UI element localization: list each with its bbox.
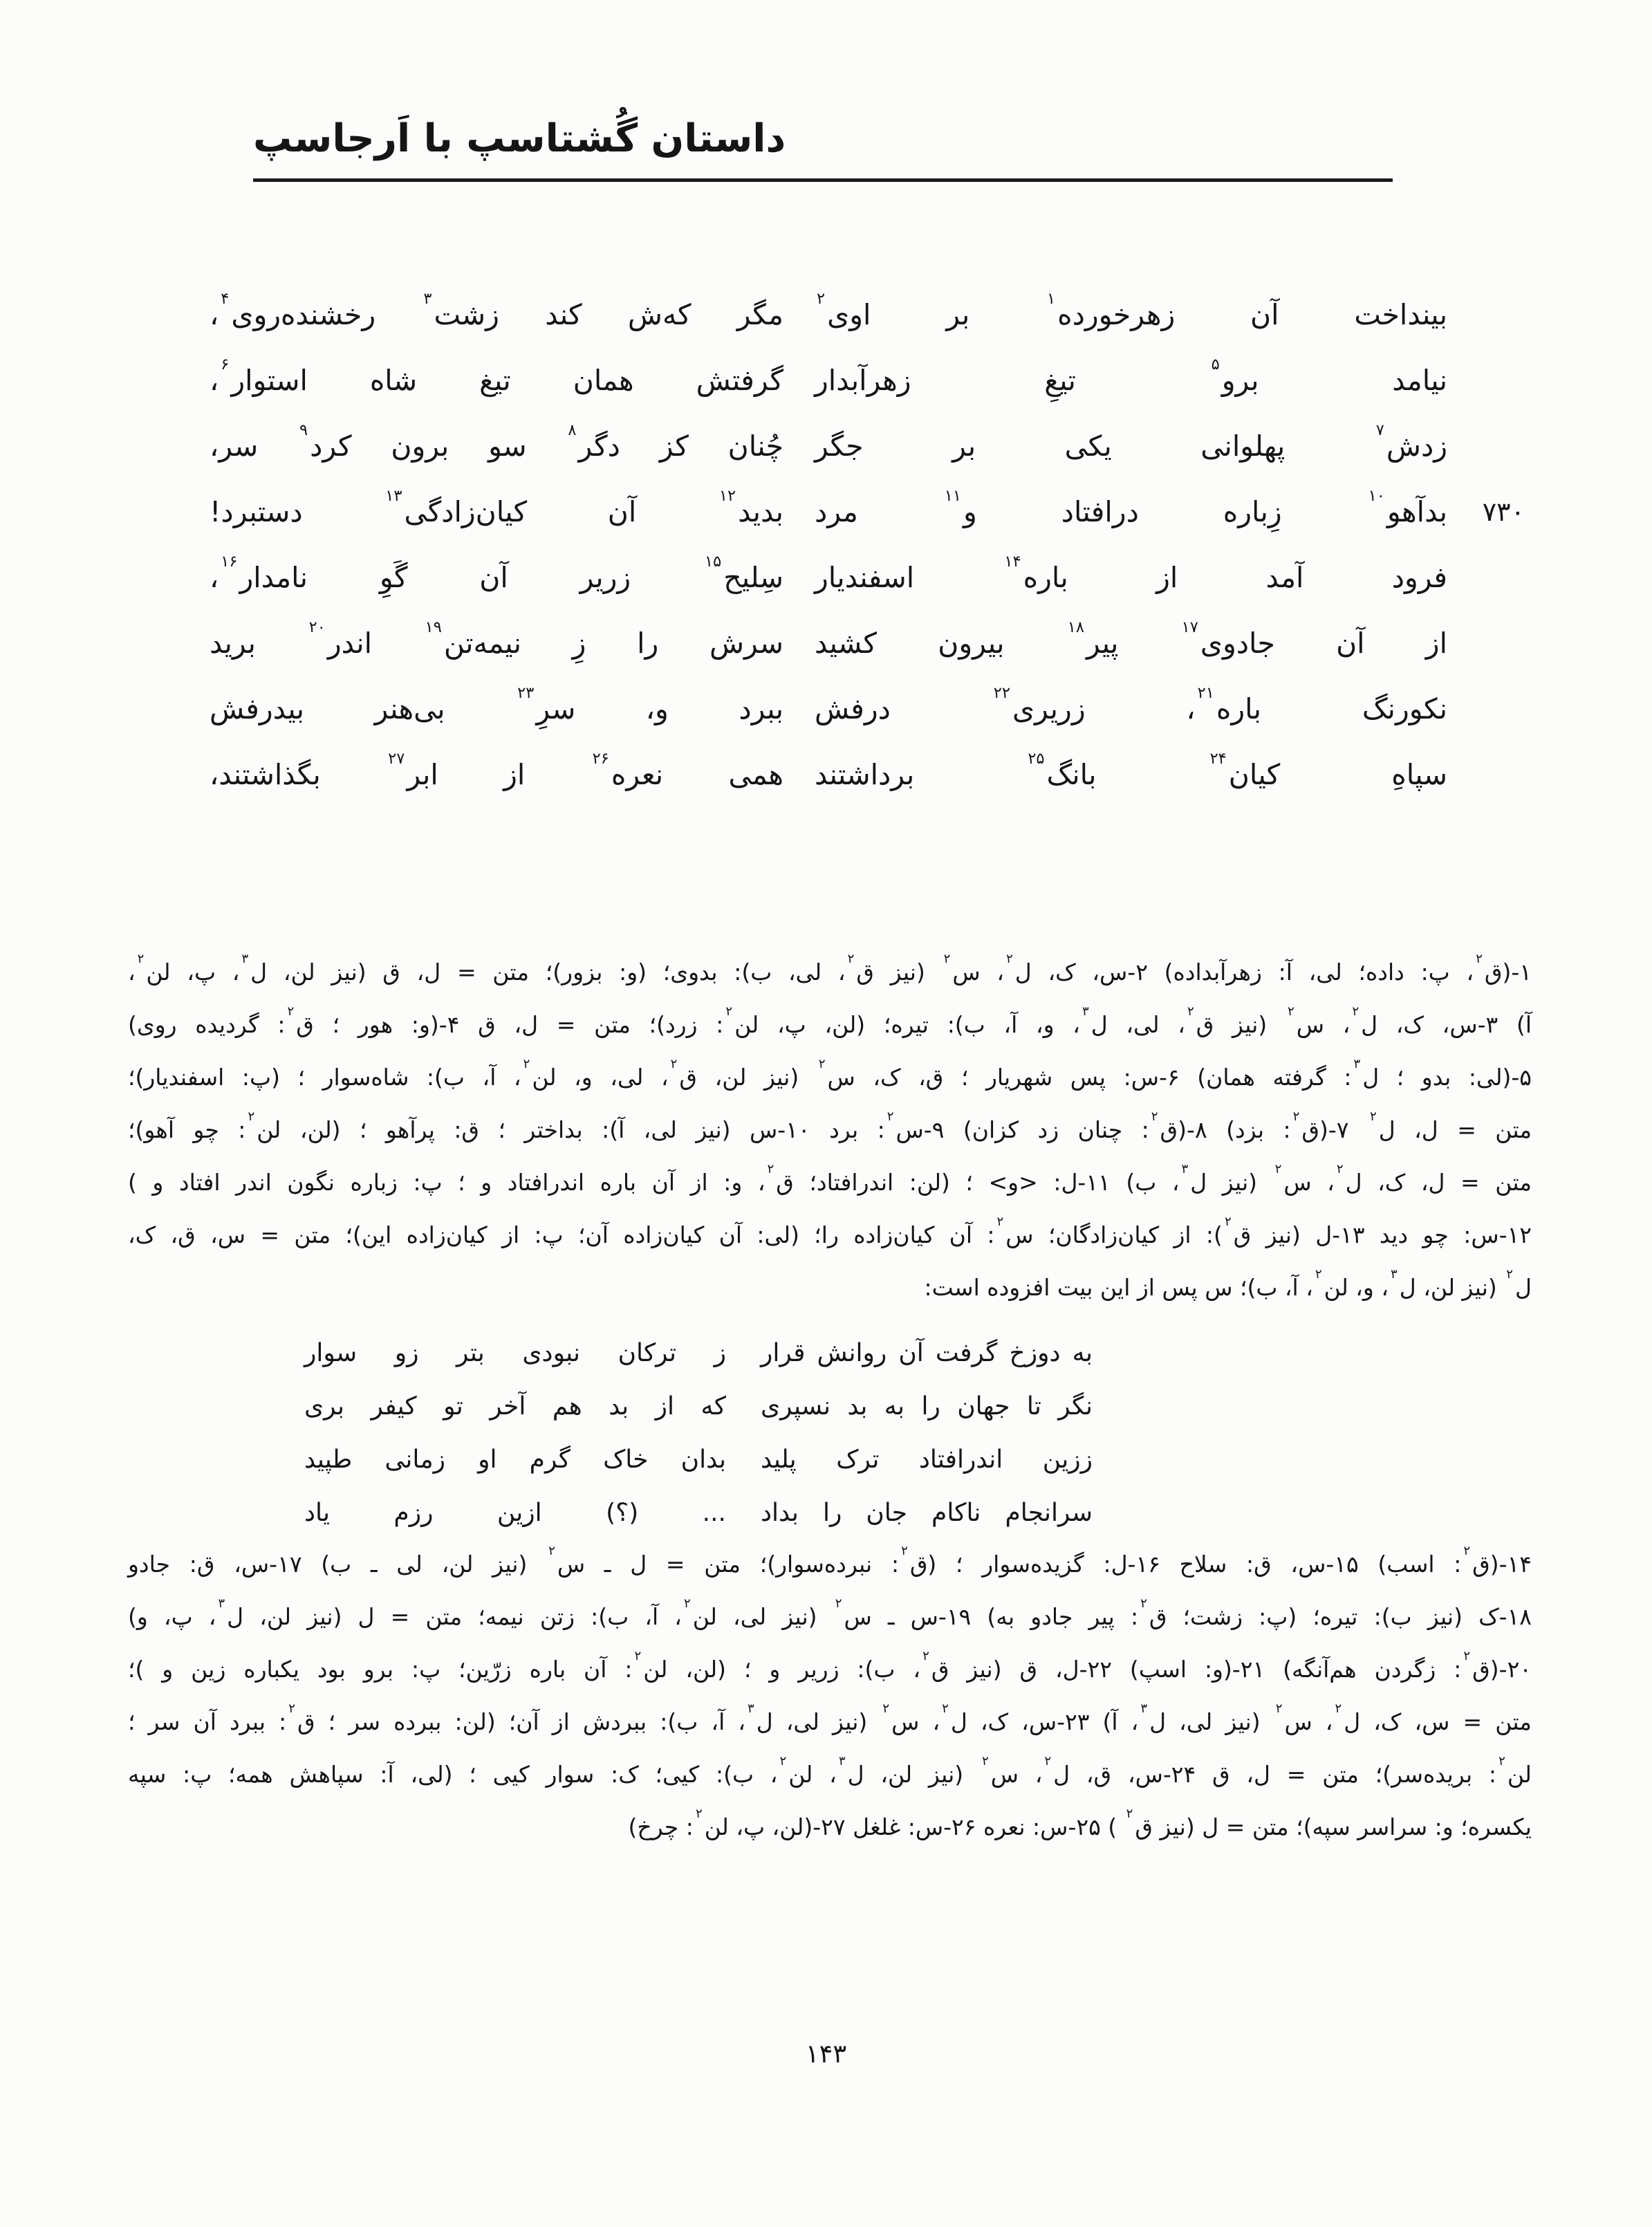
verse-number-slot bbox=[1447, 414, 1525, 479]
apparatus-line: ۱-(ق$^۲$، پ: داده؛ لی، آ: زهرآبداده) ۲-س، ک، ل$^۲$، س$^۲$ (نیز ق$^۲$، لی، ب): بدوی؛ (و: بزور)؛ متن = ل، ق (نیز لن، ل$^۳$، پ، لن$^۲$، bbox=[128, 952, 1532, 986]
hemistich-gap bbox=[783, 414, 815, 479]
verse-number-slot bbox=[1447, 348, 1525, 414]
apparatus-line: ۱۸-ک (نیز ب): تیره؛ (پ: زشت؛ ق$^۲$: پیر جادو به) ۱۹-س ـ س$^۲$ (نیز لی، لن$^۲$، آ، ب): زتن نیمه؛ متن = ل (نیز لن، ل$^۳$، پ، و) bbox=[128, 1596, 1532, 1630]
poem-couplet bbox=[210, 545, 1525, 611]
hemistich-left: مگر که‌ش کند زشت$^۳$ رخشنده‌روی$^۴$، bbox=[210, 289, 783, 331]
hemistich-gap bbox=[783, 282, 815, 348]
added-verses-quote bbox=[304, 1327, 1093, 1540]
main-poem bbox=[210, 282, 1525, 808]
hemistich-gap bbox=[726, 1433, 761, 1486]
apparatus-line: ۲۰-(ق$^۲$: زگردن هم‌آنگه) ۲۱-(و: اسپ) ۲۲-ل، ق (نیز ق$^۲$، ب): زریر و ؛ (لن، لن$^۲$: آن باره زرّین؛ پ: برو بود یکباره زین و )؛ bbox=[128, 1649, 1532, 1683]
quote-hemistich-right: سرانجام ناکام جان را بداد bbox=[761, 1499, 1093, 1527]
apparatus-line: متن = ل، ک، ل$^۲$، س$^۲$ (نیز ل$^۳$، ب) ۱۱-ل: <و> ؛ (لن: اندرافتاد؛ ق$^۲$، و: از آن باره اندرافتاد و ؛ پ: زباره نگون اندر افتاد و ) bbox=[128, 1162, 1532, 1196]
page-number: ۱۴۳ bbox=[805, 2039, 847, 2069]
poem-couplet bbox=[210, 282, 1525, 348]
hemistich-right: زدش$^۷$ پهلوانی یکی بر جگر bbox=[815, 421, 1447, 463]
hemistich-right: سپاهِ کیان$^{۲۴}$ بانگ$^{۲۵}$ برداشتند bbox=[815, 749, 1447, 791]
quote-couplet bbox=[304, 1486, 1093, 1540]
poem-couplet bbox=[210, 348, 1525, 414]
apparatus-line: آ) ۳-س، ک، ل$^۲$، س$^۲$ (نیز ق$^۲$، لی، ل$^۳$، و، آ، ب): تیره؛ (لن، پ، لن$^۲$: زرد)؛ متن = ل، ق ۴-(و: هور ؛ ق$^۲$: گردیده روی) bbox=[128, 1004, 1532, 1038]
apparatus-notes-bottom bbox=[128, 1538, 1532, 1854]
hemistich-right: فرود آمد از باره$^{۱۴}$ اسفندیار bbox=[815, 552, 1447, 594]
hemistich-gap bbox=[783, 742, 815, 808]
apparatus-line: متن = ل، ل$^۲$ ۷-(ق$^۲$: بزد) ۸-(ق$^۲$: چنان زد کزان) ۹-س$^۲$: برد ۱۰-س (نیز لی، آ): بداختر ؛ ق: پرآهو ؛ (لن، لن$^۲$: چو آهو)؛ bbox=[128, 1109, 1532, 1143]
hemistich-right: از آن جادوی$^{۱۷}$ پیر$^{۱۸}$ بیرون کشید bbox=[815, 618, 1447, 660]
quote-hemistich-left: ... (؟) ازین رزم یاد bbox=[304, 1499, 726, 1527]
hemistich-right: بدآهو$^{۱۰}$ زِباره درافتاد و$^{۱۱}$ مرد bbox=[815, 486, 1447, 528]
quote-couplet bbox=[304, 1327, 1093, 1380]
hemistich-right: نیامد برو$^۵$ تیغِ زهرآبدار bbox=[815, 355, 1447, 397]
hemistich-left: بدید$^{۱۲}$ آن کیان‌زادگی$^{۱۳}$ دستبرد! bbox=[210, 486, 783, 528]
quote-couplet bbox=[304, 1380, 1093, 1433]
hemistich-left: سرش را زِ نیمه‌تن$^{۱۹}$ اندر$^{۲۰}$ برید bbox=[210, 618, 784, 660]
verse-number: ۷۳۰ bbox=[1482, 497, 1525, 527]
hemistich-left: همی نعره$^{۲۶}$ از ابر$^{۲۷}$ بگذاشتند، bbox=[210, 749, 783, 791]
quote-hemistich-left: ز ترکان نبودی بتر زو سوار bbox=[304, 1339, 726, 1367]
verse-number-slot bbox=[1447, 676, 1525, 742]
verse-number-slot bbox=[1447, 611, 1525, 676]
hemistich-left: گرفتش همان تیغ شاه استوار$^۶$، bbox=[210, 355, 783, 397]
apparatus-line: ۱۴-(ق$^۲$: اسب) ۱۵-س، ق: سلاح ۱۶-ل: گزیده‌سوار ؛ (ق$^۲$: نبرده‌سوار)؛ متن = ل ـ س$^۲$ (نیز لن، لی ـ ب) ۱۷-س، ق: جادو bbox=[128, 1544, 1532, 1578]
running-title: داستان گُشتاسپ با اَرجاسپ bbox=[253, 116, 786, 161]
quote-hemistich-left: بدان خاک گرم او زمانی طپید bbox=[304, 1445, 726, 1474]
hemistich-gap bbox=[726, 1327, 761, 1380]
hemistich-gap bbox=[783, 545, 815, 611]
poem-couplet bbox=[210, 742, 1525, 808]
apparatus-notes-top bbox=[128, 946, 1532, 1314]
quote-hemistich-right: ززین اندرافتاد ترک پلید bbox=[761, 1445, 1093, 1474]
hemistich-gap bbox=[783, 348, 815, 414]
quote-hemistich-right: نگر تا جهان را به بد نسپری bbox=[761, 1392, 1093, 1421]
quote-hemistich-left: که از بد هم آخر تو کیفر بری bbox=[304, 1392, 726, 1421]
verse-number-slot bbox=[1447, 282, 1525, 348]
verse-number-slot bbox=[1447, 545, 1525, 611]
hemistich-gap bbox=[726, 1486, 761, 1540]
poem-couplet bbox=[210, 479, 1525, 545]
hemistich-left: ببرد و، سرِ$^{۲۳}$ بی‌هنر بیدرفش bbox=[210, 683, 783, 726]
quote-couplet bbox=[304, 1433, 1093, 1486]
hemistich-right: نکورنگ باره$^{۲۱}$، زریری$^{۲۲}$ درفش bbox=[815, 683, 1447, 726]
apparatus-line: ل$^۲$ (نیز لن، ل$^۳$، و، لن$^۲$، آ، ب)؛ س پس از این بیت افزوده است: bbox=[924, 1267, 1532, 1301]
hemistich-gap bbox=[783, 611, 815, 676]
hemistich-left: سِلیح$^{۱۵}$ زریر آن گَوِ نامدار$^{۱۶}$، bbox=[210, 552, 783, 594]
header-rule bbox=[253, 178, 1393, 182]
apparatus-line: ۱۲-س: چو دید ۱۳-ل (نیز ق$^۲$): از کیان‌زادگان؛ س$^۲$: آن کیان‌زاده را؛ (لی: آن کیان‌زاده آن؛ پ: از کیان‌زاده این)؛ متن = س، ق، ک، bbox=[128, 1214, 1532, 1248]
apparatus-line: یکسره؛ و: سراسر سپه)؛ متن = ل (نیز ق$^۲$ ) ۲۵-س: نعره ۲۶-س: غلغل ۲۷-(لن، پ، لن$^۲$: چرخ) bbox=[628, 1806, 1532, 1840]
hemistich-right: بینداخت آن زهرخورده$^۱$ بر اوی$^۲$ bbox=[817, 289, 1447, 331]
poem-couplet bbox=[210, 414, 1525, 479]
quote-hemistich-right: به دوزخ گرفت آن روانش قرار bbox=[761, 1339, 1093, 1367]
hemistich-gap bbox=[783, 479, 815, 545]
poem-couplet bbox=[210, 676, 1525, 742]
hemistich-gap bbox=[783, 676, 815, 742]
apparatus-line: لن$^۲$: بریده‌سر)؛ متن = ل، ق ۲۴-س، ق، ل$^۲$، س$^۲$ (نیز لن، ل$^۳$، لن$^۲$، ب): کیی؛ ک: سوار کیی ؛ (لی، آ: سپاهش همه؛ پ: سپه bbox=[128, 1754, 1532, 1788]
apparatus-line: متن = س، ک، ل$^۲$، س$^۲$ (نیز لی، ل$^۳$، آ) ۲۳-س، ک، ل$^۲$، س$^۲$ (نیز لی، ل$^۳$، آ، ب): ببردش از آن؛ (لن: ببرده سر ؛ ق$^۲$: ببرد آن سر ؛ bbox=[128, 1701, 1532, 1735]
poem-couplet bbox=[210, 611, 1525, 676]
apparatus-line: ۵-(لی: بدو ؛ ل$^۳$: گرفته همان) ۶-س: پس شهریار ؛ ق، ک، س$^۲$ (نیز لن، ق$^۲$، لی، و، لن$^۲$، آ، ب): شاه‌سوار ؛ (پ: اسفندیار)؛ bbox=[128, 1057, 1532, 1091]
hemistich-left: چُنان کز دگر$^۸$ سو برون کرد$^۹$ سر، bbox=[210, 421, 783, 463]
verse-number-slot bbox=[1447, 742, 1525, 808]
hemistich-gap bbox=[726, 1380, 761, 1433]
